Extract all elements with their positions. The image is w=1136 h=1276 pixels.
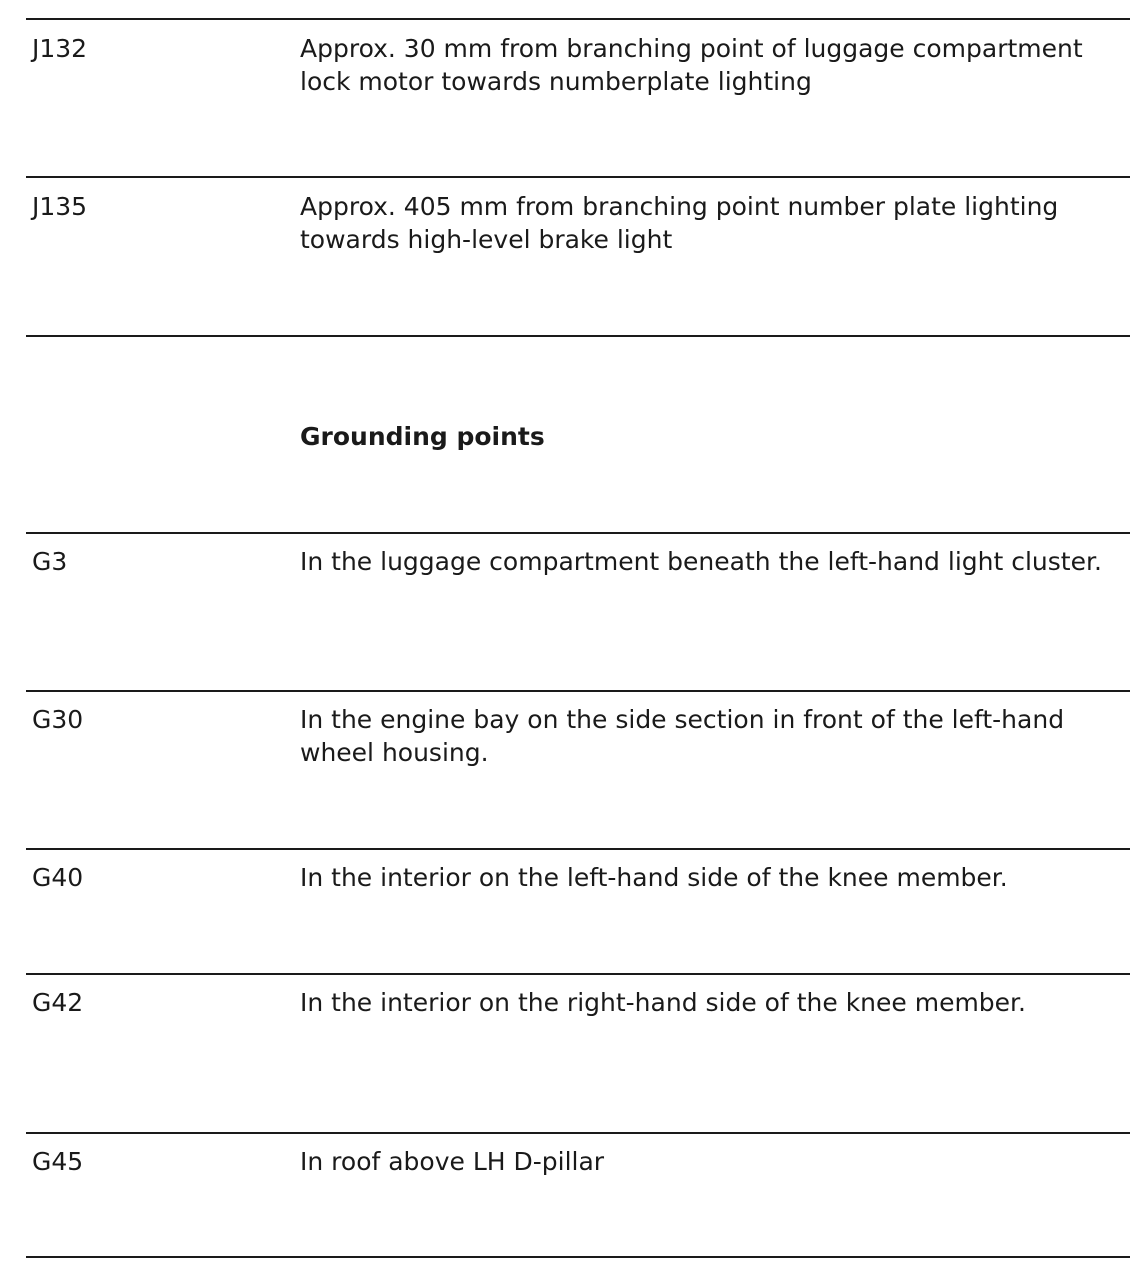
table-rule <box>26 848 1130 850</box>
row-description: In the luggage compartment beneath the left-hand light cluster. <box>300 547 1102 576</box>
row-description: In the interior on the right-hand side of the knee member. <box>300 988 1026 1017</box>
table-rule <box>26 1132 1130 1134</box>
row-description: In the interior on the left-hand side of the knee member. <box>300 863 1008 892</box>
table-rule <box>26 176 1130 178</box>
row-code: J135 <box>32 192 88 221</box>
row-code: G45 <box>32 1147 84 1176</box>
table-rule <box>26 532 1130 534</box>
row-code: G3 <box>32 547 68 576</box>
table-rule <box>26 973 1130 975</box>
row-code: G40 <box>32 863 84 892</box>
row-description: Approx. 30 mm from branching point of luggage compartment lock motor towards numberplate lighting <box>300 34 1083 96</box>
section-heading: Grounding points <box>300 422 545 451</box>
row-code: G42 <box>32 988 84 1017</box>
table-rule <box>26 1256 1130 1258</box>
row-description: In roof above LH D-pillar <box>300 1147 605 1176</box>
row-code: J132 <box>32 34 88 63</box>
table-rule <box>26 18 1130 20</box>
row-description: In the engine bay on the side section in front of the left-hand wheel housing. <box>300 705 1065 767</box>
table-rule <box>26 335 1130 337</box>
row-description: Approx. 405 mm from branching point number plate lighting towards high-level brake light <box>300 192 1059 254</box>
table-rule <box>26 690 1130 692</box>
row-code: G30 <box>32 705 84 734</box>
